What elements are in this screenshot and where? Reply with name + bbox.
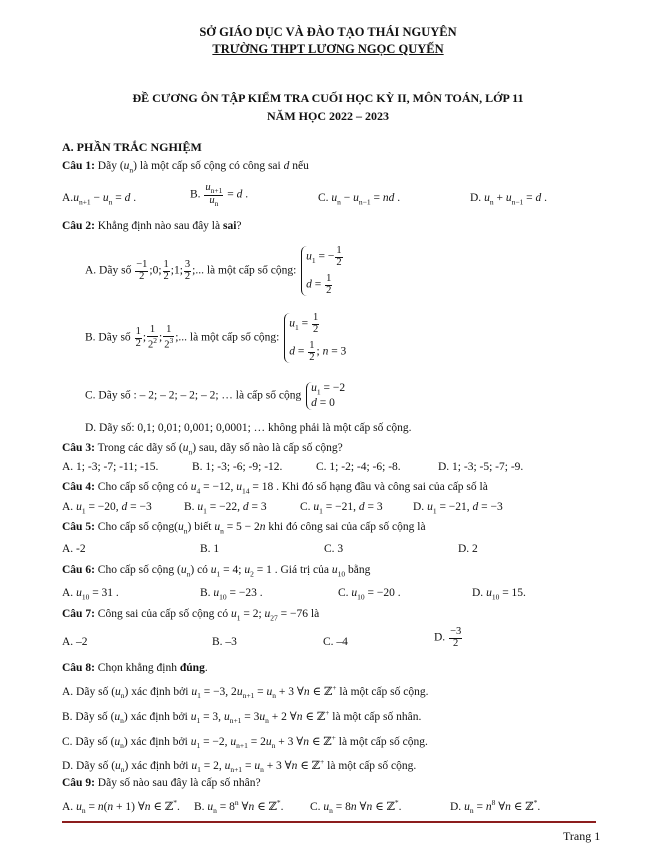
section-title: A. PHẦN TRẮC NGHIỆM: [62, 140, 202, 154]
school-year: NĂM HỌC 2022 – 2023: [267, 109, 389, 123]
q8-option-d[interactable]: D. Dãy số $(u_n)$ xác định bởi $u_1 = 2$, $u_{n+1} = u_n + 3$ ∀n ∈ ℤ+ là một cấp số cộng.: [62, 757, 417, 775]
question-2: Câu 2: Khẳng định nào sau đây là sai?: [62, 220, 242, 232]
q8-option-c[interactable]: C. Dãy số $(u_n)$ xác định bởi $u_1 = -2$, $u_{n+1} = 2u_n + 3$ ∀n ∈ ℤ+ là một cấp số cộng.: [62, 733, 428, 751]
document-title: ĐỀ CƯƠNG ÔN TẬP KIỂM TRA CUỐI HỌC KỲ II, MÔN TOÁN, LỚP 11: [132, 91, 524, 105]
q7-option-d[interactable]: D. $\frac{-3}{2}$: [434, 626, 462, 649]
q1-option-b[interactable]: B. $\frac{u_{n+1}}{u_n}$ = d .: [190, 182, 249, 208]
q5-option-a[interactable]: A. -2: [62, 543, 86, 555]
q9-option-a[interactable]: A. $u_n = n(n + 1)$ ∀n ∈ ℤ*.: [62, 798, 180, 816]
q8-option-a[interactable]: A. Dãy số $(u_n)$ xác định bởi $u_1 = -3$, $2u_{n+1} = u_n + 3$ ∀n ∈ ℤ+ là một cấp số cộng.: [62, 683, 429, 701]
q1-text-3: nếu: [292, 160, 309, 172]
question-3: Câu 3: Trong các dãy số $(u_n)$ sau, dãy số nào là cấp số cộng?: [62, 442, 343, 457]
q9-option-c[interactable]: C. $u_n = 8n$ ∀n ∈ ℤ*.: [310, 798, 402, 816]
question-6: Câu 6: Cho cấp số cộng $(u_n)$ có $u_1 = 4$; $u_2 = 1$ . Giá trị của $u_{10}$ bằng: [62, 564, 371, 579]
question-1: Câu 1: Dãy $(u_n)$ là một cấp số cộng có công sai d nếu: [62, 160, 309, 175]
q3-option-b[interactable]: B. 1; -3; -6; -9; -12.: [192, 461, 283, 473]
q7-option-c[interactable]: C. –4: [323, 636, 348, 648]
q6-option-c[interactable]: C. $u_{10} = -20$ .: [338, 587, 401, 602]
q9-option-d[interactable]: D. $u_n = n^8$ ∀n ∈ ℤ*.: [450, 798, 541, 816]
question-8: Câu 8: Chọn khẳng định đúng.: [62, 662, 208, 674]
q4-option-b[interactable]: B. $u_1 = -22$, d = 3: [184, 501, 267, 516]
q2-option-a[interactable]: A. Dãy số $\frac{-1}{2}$ ;0; $\frac{1}{2}$ ;1; $\frac{3}{2}$ ;... là một cấp số cộng: $u_1$ = − $\frac{1}{2}$ d = $\frac{1}{2}$: [85, 245, 342, 296]
q6-option-b[interactable]: B. $u_{10} = -23$ .: [200, 587, 263, 602]
q4-option-c[interactable]: C. $u_1 = -21$, d = 3: [300, 501, 383, 516]
question-7: Câu 7: Công sai của cấp số cộng có $u_1 = 2$; $u_{27} = -76$ là: [62, 608, 320, 623]
q3-option-a[interactable]: A. 1; -3; -7; -11; -15.: [62, 461, 159, 473]
q5-option-c[interactable]: C. 3: [324, 543, 344, 555]
school-name: TRƯỜNG THPT LƯƠNG NGỌC QUYẾN: [212, 42, 444, 56]
q6-option-a[interactable]: A. $u_{10} = 31$ .: [62, 587, 119, 602]
q3-option-d[interactable]: D. 1; -3; -5; -7; -9.: [438, 461, 524, 473]
q2-option-d[interactable]: D. Dãy số: 0,1; 0,01; 0,001; 0,0001; … không phải là một cấp số cộng.: [85, 422, 412, 434]
q7-option-b[interactable]: B. –3: [212, 636, 237, 648]
question-4: Câu 4: Cho cấp số cộng có $u_4 = -12$, $u_{14} = 18$ . Khi đó số hạng đầu và công sai của cấp số là: [62, 481, 488, 496]
q8-option-b[interactable]: B. Dãy số $(u_n)$ xác định bởi $u_1 = 3$, $u_{n+1} = 3u_n + 2$ ∀n ∈ ℤ+ là một cấp số nhân.: [62, 708, 422, 726]
q3-option-c[interactable]: C. 1; -2; -4; -6; -8.: [316, 461, 401, 473]
department-heading: SỞ GIÁO DỤC VÀ ĐÀO TẠO THÁI NGUYÊN: [199, 25, 457, 39]
q4-option-d[interactable]: D. $u_1 = -21$, d = −3: [413, 501, 503, 516]
q6-option-d[interactable]: D. $u_{10} = 15$.: [472, 587, 526, 602]
q1-text-2: là một cấp số cộng có công sai: [139, 160, 281, 172]
footer-divider: [62, 821, 596, 823]
q1-text: Dãy: [97, 160, 117, 172]
q4-option-a[interactable]: A. $u_1 = -20$, d = −3: [62, 501, 152, 516]
q2-option-c[interactable]: C. Dãy số : – 2; – 2; – 2; – 2; … là cấp số cộng $u_1 = -2$ d = 0: [85, 382, 346, 409]
question-5: Câu 5: Cho cấp số $cộng(u_n)$ biết $u_n = 5 - 2n$ khi đó công sai của cấp số cộng là: [62, 521, 426, 536]
q1-label: Câu 1:: [62, 160, 95, 172]
q1-option-d[interactable]: D. $u_n + u_{n-1} = d$ .: [470, 192, 548, 207]
q9-option-b[interactable]: B. $u_n = 8^n$ ∀n ∈ ℤ*.: [194, 798, 284, 816]
q1-option-c[interactable]: C. $u_n - u_{n-1}$ = nd .: [318, 192, 401, 207]
q2-option-b[interactable]: B. Dãy số $\frac{1}{2}$ ; $\frac{1}{2^2}$ ; $\frac{1}{2^3}$ ;... là một cấp số cộng: $u_1$ = $\frac{1}{2}$ d = $\frac{1}{2}$ ; n = 3: [85, 312, 347, 363]
school-heading: [0, 42, 656, 57]
q7-option-a[interactable]: A. –2: [62, 636, 88, 648]
question-9: Câu 9: Dãy số nào sau đây là cấp số nhân?: [62, 777, 261, 789]
q5-option-b[interactable]: B. 1: [200, 543, 220, 555]
page-number: Trang 1: [563, 829, 601, 843]
q1-option-a[interactable]: $A.u_{n+1} - u_n = d$ .: [62, 192, 137, 207]
q5-option-d[interactable]: D. 2: [458, 543, 478, 555]
